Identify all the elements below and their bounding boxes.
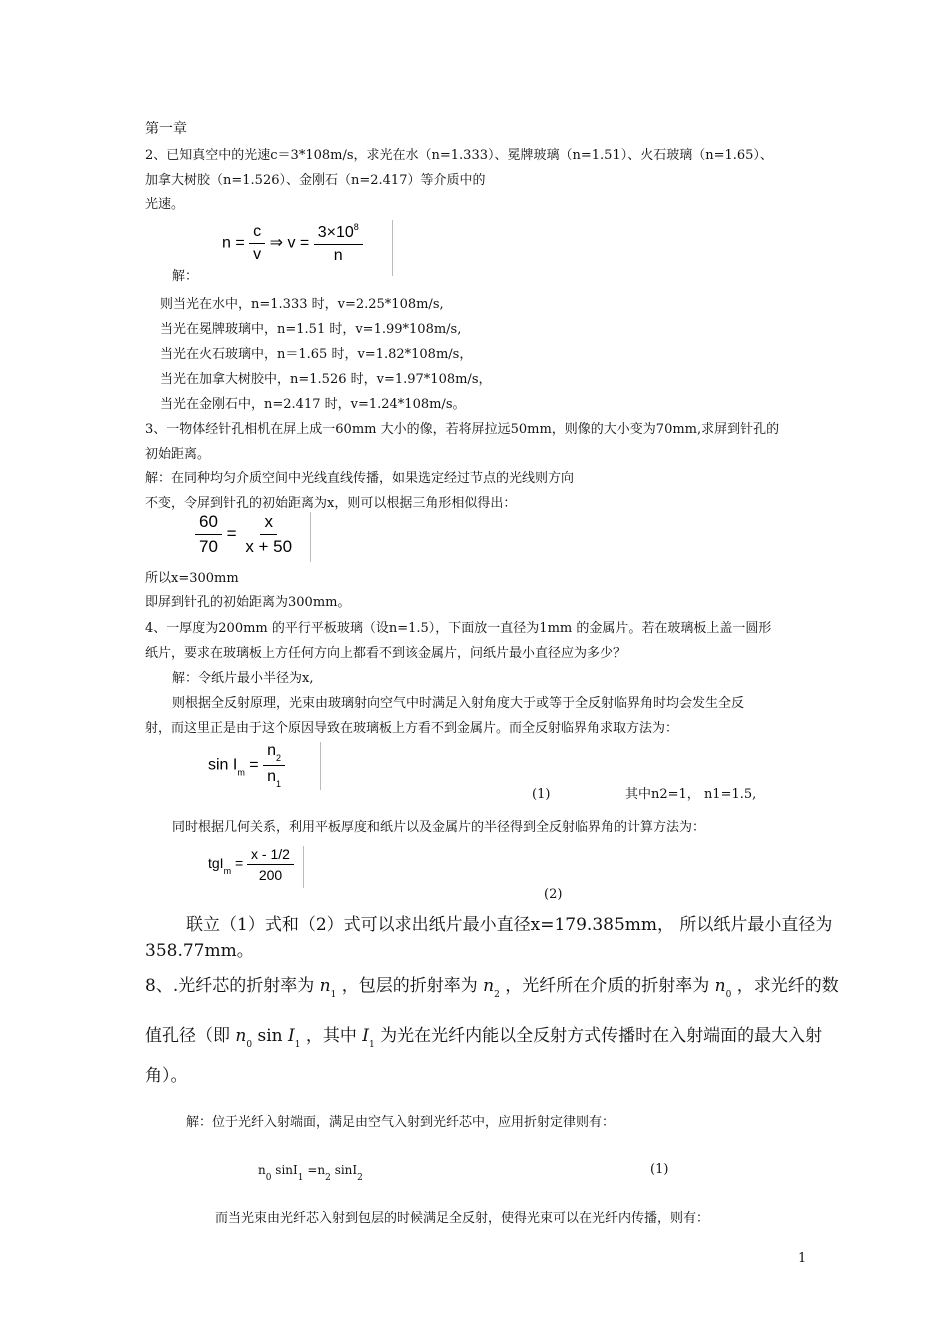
q4-solution-2: 则根据全反射原理，光束由玻璃射向空气中时满足入射角度大于或等于全反射临界角时均会发生全反 bbox=[172, 696, 745, 711]
q4-solution-1: 解：令纸片最小半径为x, bbox=[172, 671, 314, 686]
q4-critical-angle-equation: $\sin I_m$ = $\frac{n_2}{n_1}$ bbox=[208, 742, 285, 789]
q8-solution-1: 解：位于光纤入射端面，满足由空气入射到光纤芯中，应用折射定律则有： bbox=[186, 1115, 616, 1130]
q8-line-1: 8、.光纤芯的折射率为 $n_1$ ，包层的折射率为 $n_2$ ，光纤所在介质的折射率为 $n_0$ ，求光纤的数 bbox=[145, 976, 839, 1000]
q3-solution-1: 解：在同种均匀介质空间中光线直线传播，如果选定经过节点的光线则方向 bbox=[145, 471, 575, 486]
implies-symbol: ⇒ bbox=[269, 234, 284, 252]
fraction-tangent: $\frac{x - 1/2}{200}$ bbox=[247, 846, 294, 883]
q4-line-2: 纸片，要求在玻璃板上方任何方向上都看不到该金属片，问纸片最小直径应为多少？ bbox=[145, 646, 627, 661]
q2-solution-label: 解： bbox=[172, 269, 199, 284]
fraction-n2-n1: $\frac{n_2}{n_1}$ bbox=[263, 742, 285, 789]
chapter-heading: 第一章 bbox=[145, 121, 187, 137]
q8-solution-2: 而当光束由光纤芯入射到包层的时候满足全反射，使得光束可以在光纤内传播，则有： bbox=[215, 1211, 710, 1226]
q8-line-2: 值孔径（即 $n_0$ $\sin I_1$ ，其中 $I_1$ 为光在光纤内能以全反射方式传播时在入射端面的最大入射 bbox=[145, 1026, 823, 1050]
q2-result-crown-glass: 当光在冕牌玻璃中，n=1.51 时，v=1.99*108m/s, bbox=[160, 322, 462, 337]
equation-number-1: (1) bbox=[650, 1162, 669, 1177]
symbol-n1: n bbox=[319, 976, 331, 996]
q4-solution-4: 同时根据几何关系，利用平板厚度和纸片以及金属片的半径得到全反射临界角的计算方法为： bbox=[172, 820, 706, 835]
eq-n: n bbox=[222, 234, 231, 252]
fraction-60-70: $\frac{60}{70}$ bbox=[195, 512, 222, 557]
q4-conclusion-1: 联立（1）式和（2）式可以求出纸片最小直径x=179.385mm， 所以纸片最小直径为 bbox=[186, 915, 833, 935]
q3-answer-1: 所以x=300mm bbox=[145, 571, 239, 586]
equation-number-1: (1) bbox=[532, 787, 551, 802]
equation-number-2: (2) bbox=[544, 887, 563, 902]
q8-line-3: 角）。 bbox=[145, 1066, 188, 1086]
q3-solution-2: 不变，令屏到针孔的初始距离为x，则可以根据三角形相似得出： bbox=[145, 496, 517, 511]
q8-snell-equation: $n_0$ $\sin I_1 =n_2$ sinI$_2$ bbox=[258, 1163, 363, 1183]
equation-frame-rule bbox=[310, 512, 311, 562]
q2-result-diamond: 当光在金刚石中，n=2.417 时，v=1.24*108m/s。 bbox=[160, 397, 466, 412]
fraction-c-over-v: $\frac{c}{v}$ bbox=[249, 223, 265, 264]
q2-line-1: 2、已知真空中的光速c＝3*108m/s，求光在水（n=1.333）、冕牌玻璃（n=1.51）、火石玻璃（n=1.65）、 bbox=[145, 148, 773, 163]
q3-answer-2: 即屏到针孔的初始距离为300mm。 bbox=[145, 595, 351, 610]
q4-conclusion-2: 358.77mm。 bbox=[145, 941, 254, 961]
q2-line-3: 光速。 bbox=[145, 197, 185, 212]
q2-line-2: 加拿大树胶（n=1.526）、金刚石（n=2.417）等介质中的 bbox=[145, 173, 486, 188]
q3-line-1: 3、一物体经针孔相机在屏上成一60mm 大小的像，若将屏拉远50mm，则像的大小变为70mm,求屏到针孔的 bbox=[145, 422, 780, 437]
q4-line-1: 4、一厚度为200mm 的平行平板玻璃（设n=1.5），下面放一直径为1mm 的金属片。若在玻璃板上盖一圆形 bbox=[145, 621, 772, 636]
fraction-x: $\frac{x}{x + 50}$ bbox=[245, 512, 293, 556]
q3-line-2: 初始距离。 bbox=[145, 447, 211, 462]
q2-result-water: 则当光在水中，n=1.333 时，v=2.25*108m/s, bbox=[160, 297, 444, 312]
equation-frame-rule bbox=[320, 742, 321, 790]
q2-result-flint-glass: 当光在火石玻璃中，n＝1.65 时，v=1.82*108m/s， bbox=[160, 347, 473, 362]
equation-frame-rule bbox=[392, 220, 393, 276]
q2-velocity-equation: n = $\frac{c}{v}$ ⇒ v = $\frac{3\times 10^8}{n}$ bbox=[222, 222, 363, 265]
equation-frame-rule bbox=[303, 846, 304, 888]
symbol-n2: n bbox=[483, 976, 495, 996]
symbol-n0: n bbox=[714, 976, 726, 996]
page-number: 1 bbox=[798, 1251, 807, 1266]
q4-where-clause: 其中n2=1， n1=1.5, bbox=[625, 787, 757, 802]
fraction-speed: $\frac{3\times 10^8}{n}$ bbox=[314, 222, 363, 265]
q3-similarity-equation: $\frac{60}{70}$ = $\frac{x}{x + 50}$ bbox=[195, 512, 296, 557]
q4-tangent-equation: tgI$_m$ = $\frac{x - 1/2}{200}$ bbox=[208, 846, 294, 883]
q2-result-canada-balsam: 当光在加拿大树胶中，n=1.526 时，v=1.97*108m/s， bbox=[160, 372, 492, 387]
q4-solution-3: 射，而这里正是由于这个原因导致在玻璃板上方看不到金属片。而全反射临界角求取方法为： bbox=[145, 721, 679, 736]
